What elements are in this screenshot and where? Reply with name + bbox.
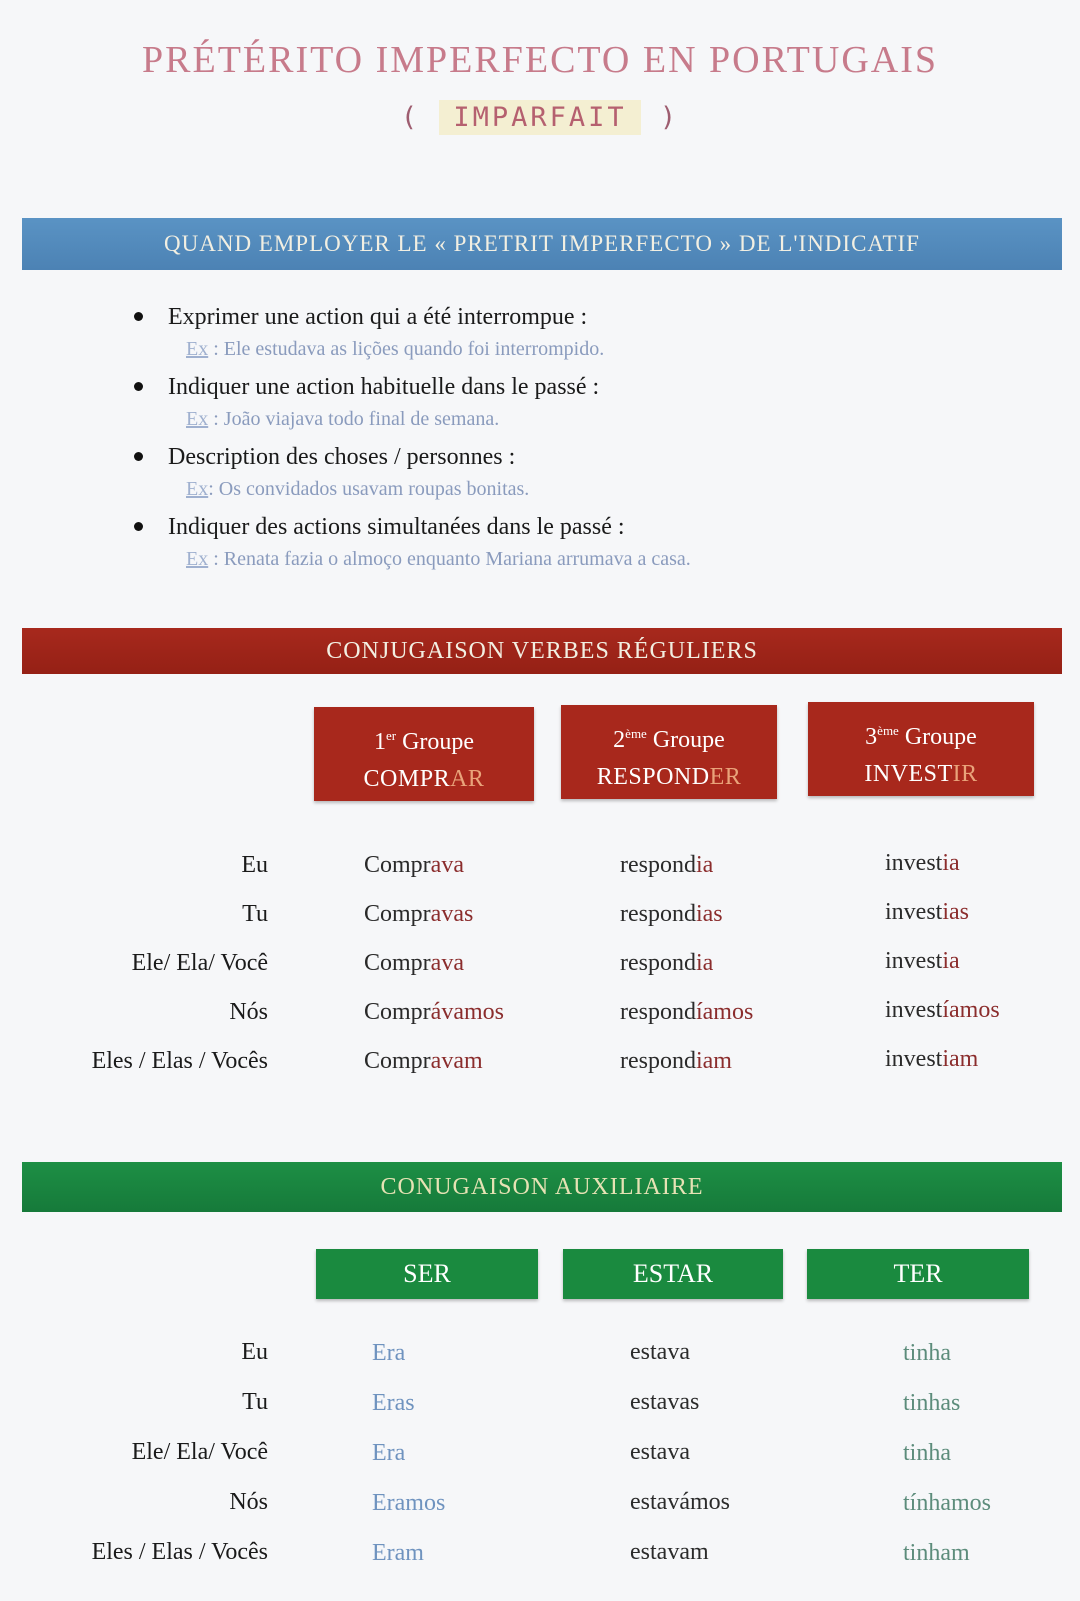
page-title: PRÉTÉRITO IMPERFECTO EN PORTUGAIS [142,39,938,81]
aux-cell-ser: Era [372,1340,406,1366]
conjugation-cell [364,948,464,978]
aux-cell-estar: estavas [630,1389,700,1415]
ending: avas [430,901,474,927]
stem: Compr [364,901,431,927]
stem: invest [885,948,943,974]
group-number: 1 [373,729,386,755]
group-word: Groupe [396,729,475,755]
stem: respond [620,950,696,976]
group-header-1 [314,707,534,801]
conjugation-cell [364,997,504,1027]
usage-item-text: Indiquer des actions simultanées dans le passé : [168,514,625,540]
ending: ava [430,852,464,878]
group-header-2 [561,705,777,799]
aux-cell-estar: estava [630,1439,690,1465]
conjugation-cell [620,948,713,978]
example-text: Renata fazia o almoço enquanto Mariana arrumava a casa. [223,548,691,570]
aux-cell-ter: tínhamos [903,1490,991,1516]
example-separator: : [208,338,224,360]
ending: ia [695,950,714,976]
usage-item [130,510,1030,574]
auxiliary-heading: CONUGAISON AUXILIAIRE [22,1162,1062,1212]
verb-ending: ER [709,764,742,790]
aux-header-ter: TER [807,1249,1029,1299]
group-ordinal: ème [877,723,899,738]
aux-cell-ser: Eram [372,1540,424,1566]
stem: Compr [364,852,431,878]
ending: iam [695,1048,732,1074]
ending: ia [942,948,960,974]
conjugation-cell [364,850,464,880]
group-ordinal: ème [625,726,647,741]
group-number: 2 [613,727,626,753]
conjugation-cell [364,899,473,929]
aux-cell-ter: tinham [903,1540,970,1566]
usage-item [130,440,1030,504]
pronoun: Eles / Elas / Vocês [91,1048,268,1074]
pronoun: Ele/ Ela/ Você [131,1439,268,1465]
group-word: Groupe [898,724,977,750]
conjugation-cell [885,1044,978,1074]
ending: avam [430,1048,483,1074]
group-number: 3 [865,724,878,750]
subtitle-close-paren: ) [659,102,680,133]
pronoun: Eu [241,852,268,878]
aux-cell-estar: estava [630,1339,690,1365]
group-label [561,705,777,757]
usage-item-text: Description des choses / personnes : [168,444,516,470]
stem: invest [885,997,943,1023]
ending: ávamos [430,999,504,1025]
ending: ava [430,950,464,976]
bullet-icon [134,312,143,321]
stem: Compr [364,999,431,1025]
stem: respond [620,901,696,927]
aux-header-estar: ESTAR [563,1249,783,1299]
ending: ia [942,850,960,876]
subtitle-text: IMPARFAIT [439,100,640,135]
example-label: Ex [186,548,209,570]
example-text: Ele estudava as lições quando foi interrompido. [223,338,605,360]
usage-example [168,474,1030,504]
stem: respond [620,999,696,1025]
example-text: Os convidados usavam roupas bonitas. [218,478,530,500]
example-separator: : [208,478,219,500]
usage-item-text: Exprimer une action qui a été interrompue : [168,304,588,330]
aux-cell-ter: tinha [903,1440,951,1466]
usage-list [130,300,1030,580]
usage-item [130,300,1030,364]
conjugation-cell [885,946,960,976]
aux-cell-ser: Eramos [372,1490,446,1516]
verb-stem: COMPR [363,766,451,792]
example-label: Ex [186,478,209,500]
conjugation-cell [620,997,753,1027]
group-verb [314,759,534,799]
usage-example [168,334,1030,364]
pronoun: Nós [229,999,268,1025]
conjugation-cell [620,1046,732,1076]
usage-example [168,544,1030,574]
group-header-3 [808,702,1034,796]
usage-example [168,404,1030,434]
stem: invest [885,1046,943,1072]
verb-ending: AR [450,766,485,792]
pronoun: Ele/ Ela/ Você [131,950,268,976]
stem: respond [620,1048,696,1074]
ending: ias [695,901,723,927]
regular-heading: CONJUGAISON VERBES RÉGULIERS [22,628,1062,674]
group-verb [561,757,777,797]
ending: iam [942,1046,979,1072]
pronoun: Tu [242,1389,268,1415]
group-label [808,702,1034,754]
stem: invest [885,899,943,925]
group-ordinal: er [385,728,397,743]
conjugation-cell [620,850,713,880]
bullet-icon [134,382,143,391]
usage-item [130,370,1030,434]
conjugation-cell [364,1046,483,1076]
group-word: Groupe [646,727,725,753]
aux-cell-estar: estavámos [630,1489,730,1515]
pronoun: Nós [229,1489,268,1515]
example-text: João viajava todo final de semana. [223,408,500,430]
group-verb [808,754,1034,794]
ending: íamos [695,999,754,1025]
aux-header-ser: SER [316,1249,538,1299]
subtitle-open-paren: ( [400,102,421,133]
verb-stem: RESPOND [596,764,710,790]
pronoun: Tu [242,901,268,927]
stem: Compr [364,950,431,976]
stem: respond [620,852,696,878]
ending: ia [695,852,714,878]
verb-stem: INVEST [864,761,953,787]
pronoun: Eu [241,1339,268,1365]
conjugation-cell [885,897,969,927]
example-separator: : [208,548,224,570]
example-label: Ex [186,338,209,360]
aux-cell-estar: estavam [630,1539,709,1565]
verb-ending: IR [952,761,978,787]
example-label: Ex [186,408,209,430]
aux-cell-ser: Era [372,1440,406,1466]
stem: Compr [364,1048,431,1074]
group-label [314,707,534,759]
usage-heading: QUAND EMPLOYER LE « PRETRIT IMPERFECTO » DE L'INDICATIF [22,218,1062,270]
conjugation-cell [885,848,960,878]
stem: invest [885,850,943,876]
ending: íamos [942,997,1000,1023]
aux-cell-ter: tinha [903,1340,951,1366]
conjugation-cell [620,899,723,929]
example-separator: : [208,408,224,430]
bullet-icon [134,522,143,531]
page-subtitle [0,102,1080,133]
bullet-icon [134,452,143,461]
usage-item-text: Indiquer une action habituelle dans le passé : [168,374,600,400]
aux-cell-ter: tinhas [903,1390,961,1416]
ending: ias [942,899,969,925]
conjugation-cell [885,995,1000,1025]
pronoun: Eles / Elas / Vocês [91,1539,268,1565]
aux-cell-ser: Eras [372,1390,415,1416]
